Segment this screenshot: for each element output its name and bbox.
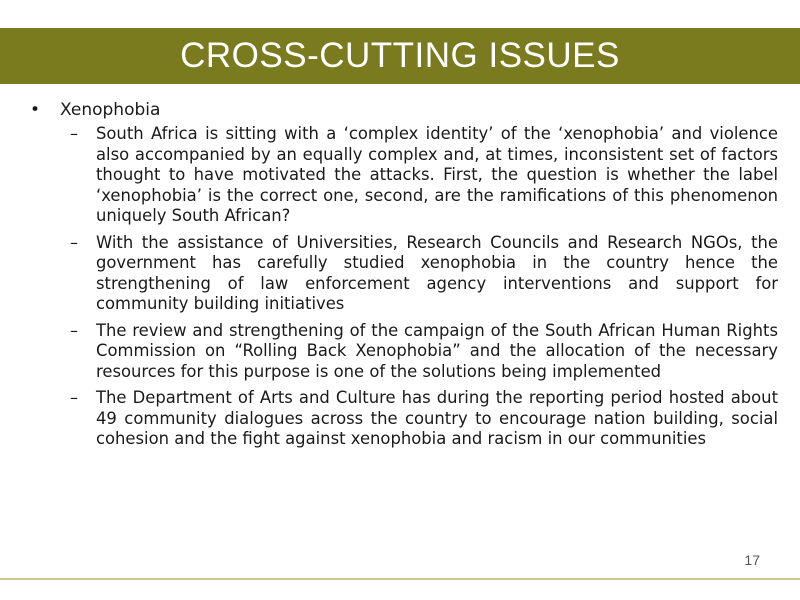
- sub-item-text: The review and strengthening of the campaign of the South African Human Rights Commission on “Rolling Back Xenophobia” and the allocation of the necessary resources for this purpose is one of the solutions being implemented: [96, 320, 778, 381]
- bullet-item: [30, 100, 778, 120]
- sub-item: [70, 124, 778, 227]
- bullet-icon: •: [30, 100, 41, 120]
- sub-item: [70, 233, 778, 315]
- sub-item: [70, 388, 778, 450]
- bullet-label: Xenophobia: [60, 100, 161, 120]
- sub-item-text: South Africa is sitting with a ‘complex identity’ of the ‘xenophobia’ and violence also accompanied by an equally complex and, at times, inconsistent set of factors thought to have motivated the attacks. First, the question is whether the label ‘xenophobia’ is the correct one, second, are the ramifications of this phenomenon uniquely South African?: [96, 124, 778, 225]
- sub-item-text: With the assistance of Universities, Research Councils and Research NGOs, the government has carefully studied xenophobia in the country hence the strengthening of law enforcement agency interventions and support for community building initiatives: [96, 232, 778, 313]
- dash-icon: –: [70, 320, 78, 340]
- dash-icon: –: [70, 388, 78, 407]
- slide-number: 17: [744, 552, 760, 568]
- dash-icon: –: [70, 124, 78, 143]
- sub-item: [70, 321, 778, 383]
- title-bar: [0, 28, 800, 84]
- slide-title: CROSS-CUTTING ISSUES: [180, 36, 620, 75]
- dash-icon: –: [70, 232, 78, 252]
- sub-item-text: The Department of Arts and Culture has during the reporting period hosted about 49 community dialogues across the country to encourage nation building, social cohesion and the fight against xenophobia and racism in our communities: [96, 388, 778, 448]
- sub-list: [70, 124, 778, 450]
- slide-content: [30, 100, 778, 456]
- footer-divider: [0, 578, 800, 580]
